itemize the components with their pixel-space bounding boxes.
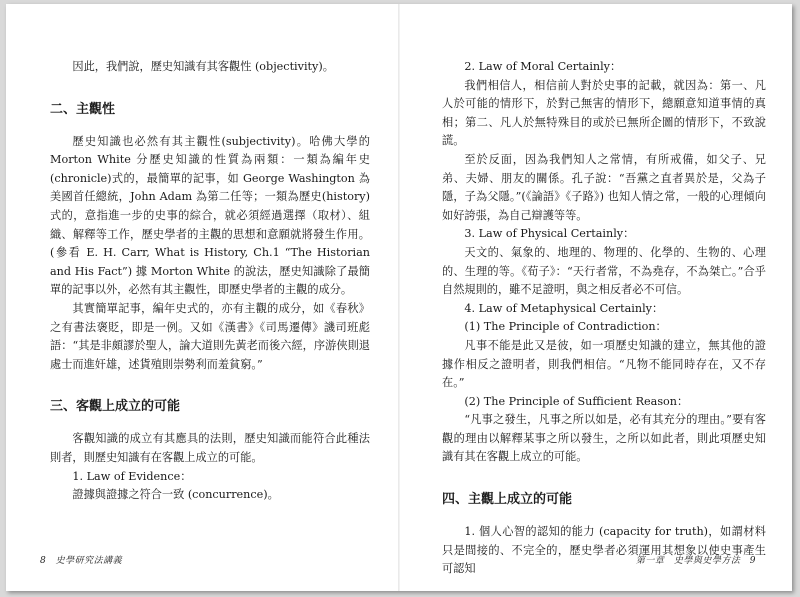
principle-of-contradiction-body: 凡事不能是此又是彼，如一項歷史知識的建立，無其他的證據作相反之證明者，則我們相信。“凡物不能同時存在，又不存在。” (442, 338, 766, 390)
left-page-footer (34, 553, 122, 566)
right-page-footer (636, 553, 762, 566)
left-page-content (50, 58, 370, 505)
subjectivity-paragraph-2: 其實簡單記事，編年史式的，亦有主觀的成分，如《春秋》之有書法褒貶，即是一例。又如《漢書》《司馬遷傳》譏司班彪語：“其是非頗謬於聖人，論大道則先黃老而後六經，序游俠則退處士而進奸雄，述貨殖則崇勢利而羞貧窮。” (50, 301, 370, 371)
left-page (6, 4, 398, 591)
book-title-footer: 史學研究法講義 (55, 556, 123, 566)
principle-of-sufficient-reason-title: (2) The Principle of Sufficient Reason： (464, 394, 689, 408)
section-heading-objective-possibility: 三、客觀上成立的可能 (50, 399, 181, 415)
law-of-evidence-title: 1. Law of Evidence： (72, 469, 192, 483)
section-heading-subjective-possibility: 四、主觀上成立的可能 (442, 492, 573, 508)
law-of-moral-certainly-title: 2. Law of Moral Certainly： (464, 60, 622, 73)
law-of-moral-certainly-body-2: 至於反面，因為我們知人之常情，有所戒備，如父子、兄弟、夫婦、朋友的關係。孔子說：“吾黨之直者異於是，父為子隱，子為父隱。”(《論語》《子路》) 也知人情之常，一般的心理傾向如好誇張，為自己辯護等等。 (442, 152, 766, 222)
right-page-content (442, 58, 766, 579)
principle-of-sufficient-reason-body: “凡事之發生，凡事之所以如是，必有其充分的理由。”要有客觀的理由以解釋某事之所以發生，之所以如此者，則此項歷史知識有其在客觀上成立的可能。 (442, 413, 766, 464)
objective-possibility-paragraph: 客觀知識的成立有其應具的法則，歷史知識而能符合此種法則者，則歷史知識有在客觀上成立的可能。 (50, 432, 370, 464)
law-of-moral-certainly-body-1: 我們相信人，相信前人對於史事的記載，就因為：第一、凡人於可能的情形下，於對己無害的情形下，總願意知道事情的真相；第二、凡人於無特殊目的或於已無所企圖的情形下，不致說謊。 (442, 78, 766, 148)
page-number-left: 8 (40, 556, 47, 566)
law-of-evidence-body: 證據與證據之符合一致 (concurrence)。 (72, 488, 279, 502)
subjectivity-paragraph-1: 歷史知識也必然有其主觀性(subjectivity)。哈佛大學的 Morton White 分歷史知識的性質為兩類：一類為編年史(chronicle)式的，最簡單的記事，如 George Washington 為美國首任總統，John Adam 為第二任等；一類為歷史(history)式的，意指進一步的史事的綜合，就必須經過選擇（取材）、組織、解釋等工作，歷史學者的主觀的思想和意願就將發生作用。(參看 E. H. Carr, What is History, Ch.1 “The Historian and His Fact”) 據 Morton White 的說法，歷史知識除了最簡單的記事以外，必然有其主觀性，即歷史學者的主觀的成分。 (50, 134, 370, 297)
law-of-physical-certainly-body: 天文的、氣象的、地理的、物理的、化學的、生物的、心理的、生理的等。《荀子》：“天行者常，不為堯存，不為桀亡。”合乎自然規則的，雖不足證明，與之相反者必不可信。 (442, 245, 766, 297)
page-number-right: 9 (749, 556, 756, 566)
chapter-title-footer: 第一章 史學與史學方法 (635, 556, 741, 566)
law-of-metaphysical-certainly-title: 4. Law of Metaphysical Certainly： (464, 301, 664, 315)
right-page (400, 4, 792, 591)
book-spread (6, 4, 792, 591)
principle-of-contradiction-title: (1) The Principle of Contradiction： (464, 320, 667, 334)
law-of-physical-certainly-title: 3. Law of Physical Certainly： (464, 227, 635, 241)
intro-paragraph: 因此，我們說，歷史知識有其客觀性 (objectivity)。 (72, 60, 334, 73)
section-heading-subjectivity: 二、主觀性 (50, 101, 116, 117)
capacity-for-truth-paragraph: 1. 個人心智的認知的能力 (capacity for truth)，如謂材料只是間接的、不完全的，歷史學者必須運用其想象以使史事產生可認知 (442, 525, 766, 576)
